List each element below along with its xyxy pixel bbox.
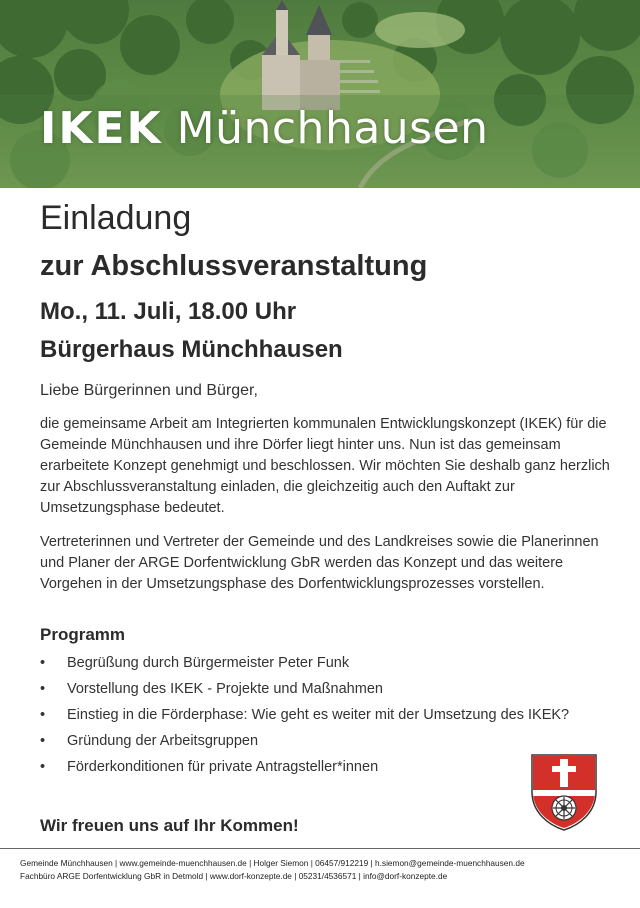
banner-title-bold: IKEK: [40, 103, 163, 154]
program-item-text: Förderkonditionen für private Antragsteller*innen: [67, 759, 379, 775]
bullet: •: [40, 681, 46, 697]
list-item: [40, 731, 610, 752]
footer-line-office: Fachbüro ARGE Dorfentwicklung GbR in Detmold | www.dorf-konzepte.de | 05231/4536571 | info@dorf-konzepte.de: [20, 871, 448, 881]
program-heading: Programm: [40, 625, 126, 644]
bullet: •: [40, 655, 46, 671]
banner-title-place: Münchhausen: [176, 103, 489, 154]
list-item: [40, 679, 610, 700]
invitation-title: Einladung: [40, 199, 192, 237]
list-item: [40, 653, 610, 674]
event-location: Bürgerhaus Münchhausen: [40, 336, 343, 363]
event-date: Mo., 11. Juli, 18.00 Uhr: [40, 298, 297, 325]
bullet: •: [40, 759, 46, 775]
banner-title: [40, 98, 489, 160]
footer-line-municipality: Gemeinde Münchhausen | www.gemeinde-muenchhausen.de | Holger Siemon | 06457/912219 | h.siemon@gemeinde-muenchhausen.de: [20, 858, 525, 868]
program-item-text: Einstieg in die Förderphase: Wie geht es weiter mit der Umsetzung des IKEK?: [67, 707, 570, 723]
invitation-subtitle: zur Abschlussveranstaltung: [40, 250, 428, 282]
intro-paragraph: die gemeinsame Arbeit am Integrierten kommunalen Entwicklungskonzept (IKEK) für die Gemeinde Münchhausen und ihre Dörfer liegt hinter uns. Nun ist das gemeinsam erarbeitete Konzept genehmigt und beschlossen. Wir möchten Sie deshalb ganz herzlich zur Abschlussveranstaltung einladen, die gleichzeitig auch den Auftakt zur Umsetzungsphase bedeutet.: [40, 416, 610, 516]
bullet: •: [40, 733, 46, 749]
header-banner: [0, 0, 640, 188]
program-item-text: Vorstellung des IKEK - Projekte und Maßnahmen: [67, 681, 383, 697]
footer-divider: [0, 848, 640, 849]
list-item: [40, 705, 607, 726]
closing-line: Wir freuen uns auf Ihr Kommen!: [40, 816, 299, 835]
speakers-paragraph: Vertreterinnen und Vertreter der Gemeinde und des Landkreises sowie die Planerinnen und Planer der ARGE Dorfentwicklung GbR werden das Konzept und das weitere Vorgehen in der Umsetzungsphase des Dorfentwicklungsprozesses vorstellen.: [40, 534, 599, 592]
program-list: [40, 653, 610, 783]
list-item: [40, 757, 610, 778]
program-item-text: Begrüßung durch Bürgermeister Peter Funk: [67, 655, 350, 671]
program-item-text: Gründung der Arbeitsgruppen: [67, 733, 259, 749]
greeting: Liebe Bürgerinnen und Bürger,: [40, 382, 258, 399]
coat-of-arms-icon: [528, 752, 600, 832]
bullet: •: [40, 707, 46, 723]
